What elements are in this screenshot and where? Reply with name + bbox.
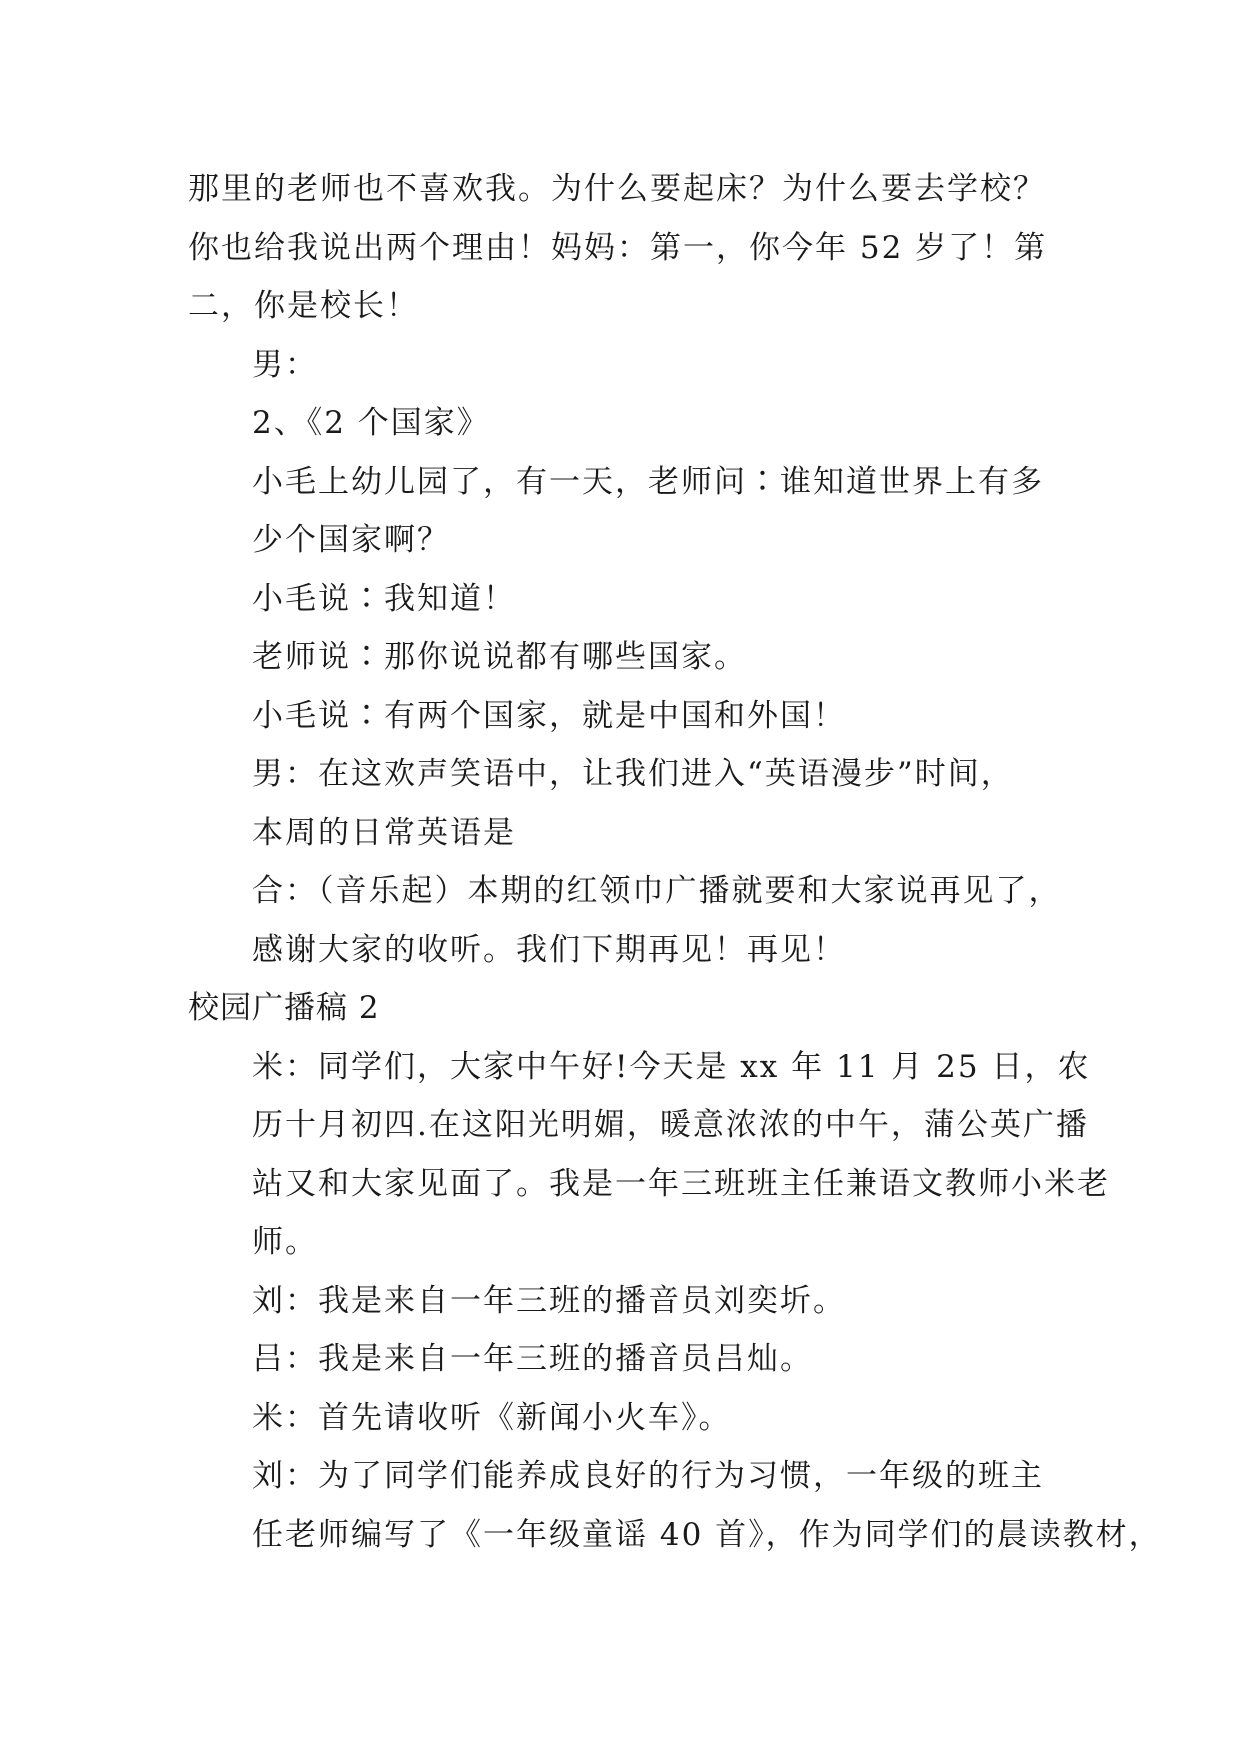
text-line: 米：同学们，大家中午好!今天是 xx 年 11 月 25 日，农: [252, 1048, 1091, 1085]
text-line: 老师说∶那你说说都有哪些国家。: [252, 639, 747, 675]
paragraph: [188, 1330, 1048, 1389]
paragraph: [188, 453, 1048, 570]
text-line: 男：: [252, 346, 318, 383]
paragraph: [188, 160, 1048, 336]
text-line: 2、《2 个国家》: [252, 405, 490, 441]
text-line: 站又和大家见面了。我是一年三班班主任兼语文教师小米老: [252, 1165, 1110, 1202]
paragraph: [188, 1272, 1048, 1331]
paragraph: [188, 687, 1048, 746]
text-line: 刘：为了同学们能养成良好的行为习惯，一年级的班主: [252, 1458, 1044, 1494]
paragraph: [188, 394, 1048, 453]
text-line: 男：在这欢声笑语中，让我们进入“英语漫步”时间，: [252, 756, 1014, 792]
text-line: 二，你是校长！: [188, 288, 419, 324]
text-line: 本周的日常英语是: [252, 814, 516, 851]
text-line: 历十月初四.在这阳光明媚，暖意浓浓的中午，蒲公英广播: [252, 1107, 1089, 1143]
text-line: 刘：我是来自一年三班的播音员刘奕圻。: [252, 1282, 846, 1319]
paragraph: [188, 862, 1062, 979]
text-line: 校园广播稿 2: [188, 990, 380, 1026]
text-line: 任老师编写了《一年级童谣 40 首》，作为同学们的晨读教材，: [252, 1516, 1162, 1553]
text-line: 小毛上幼儿园了，有一天，老师问∶谁知道世界上有多: [252, 463, 1044, 500]
text-line: 师。: [252, 1224, 318, 1260]
text-line: 合：（音乐起）本期的红领巾广播就要和大家说再见了，: [252, 873, 1062, 909]
text-line: 那里的老师也不喜欢我。为什么要起床？为什么要去学校？: [188, 171, 1046, 207]
text-line: 吕：我是来自一年三班的播音员吕灿。: [252, 1341, 813, 1377]
paragraph: [188, 745, 1048, 862]
paragraph: [188, 336, 1048, 395]
text-line: 小毛说∶我知道！: [252, 580, 516, 617]
text-line: 少个国家啊？: [252, 522, 450, 558]
paragraph: [188, 1038, 1110, 1272]
paragraph: [188, 1389, 1048, 1448]
paragraph: [188, 628, 1048, 687]
paragraph: [188, 1447, 1162, 1564]
text-line: 小毛说∶有两个国家，就是中国和外国！: [252, 697, 846, 734]
text-line: 你也给我说出两个理由！妈妈：第一，你今年 52 岁了！第: [188, 229, 1048, 266]
section-heading: [188, 979, 1048, 1038]
text-line: 感谢大家的收听。我们下期再见！再见！: [252, 931, 846, 968]
document-body: [188, 160, 1162, 1564]
text-line: 米：首先请收听《新闻小火车》。: [252, 1399, 732, 1436]
paragraph: [188, 570, 1048, 629]
